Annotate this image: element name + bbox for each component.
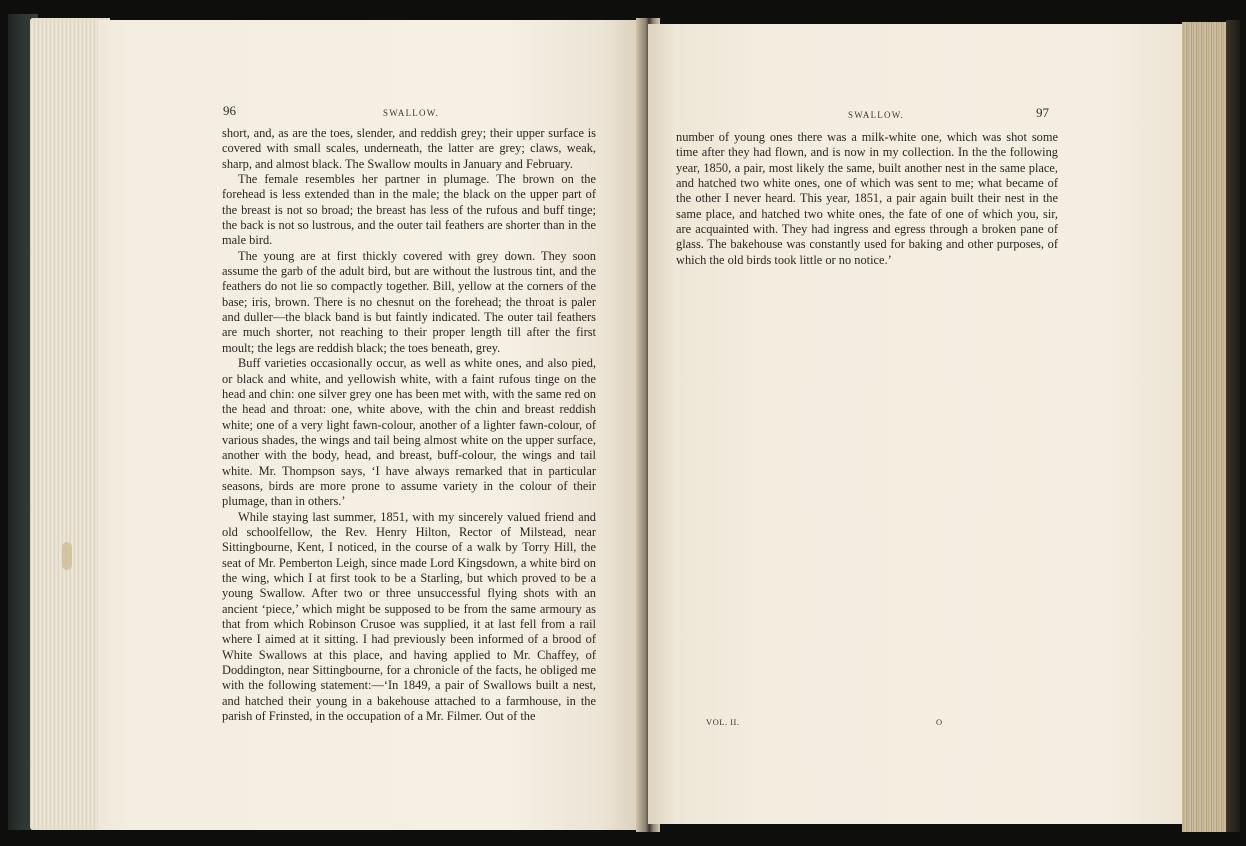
paragraph: The female resembles her partner in plumage. The brown on the forehead is less extended than in the male; the black on the upper part of the breast is not so broad; the breast has less of the rufous and buff tinge; the back is not so lustrous, and the outer tail feathers are shorter than in the male bird. xyxy=(222,172,596,248)
left-page xyxy=(98,20,646,830)
page-number-left: 96 xyxy=(223,103,236,118)
paragraph: Buff varieties occasionally occur, as well as white ones, and also pied, or black and white, and yellowish white, with a faint rufous tinge on the head and chin: one silver grey one has been met with, with the same red on the head and throat: one, white above, with the chin and breast reddish white; one of a very light fawn-colour, another of a lighter fawn-colour, of various shades, the wings and tail being almost white on the upper surface, another with the body, head, and breast, buff-colour, the wings and tail white. Mr. Thompson says, ‘I have always remarked that in particular seasons, birds are more prone to assume variety in the colour of their plumage, than in others.’ xyxy=(222,356,596,509)
left-text-block xyxy=(222,126,596,724)
paragraph: number of young ones there was a milk-white one, which was shot some time after they had flown, and is now in my collection. In the the following year, 1850, a pair, most likely the same, built another nest in the same place, and hatched two white ones, one of which was sent to me; what became of the other I never heard. This year, 1851, a pair again built their nest in the same place, and hatched two white ones, the fate of one of which you, sir, are acquainted with. They had ingress and egress through a broken pane of glass. The bakehouse was constantly used for baking and other purposes, of which the old birds took little or no notice.’ xyxy=(676,130,1058,267)
paragraph: short, and, as are the toes, slender, and reddish grey; their upper surface is covered with small scales, underneath, the latter are grey; claws, weak, sharp, and almost black. The Swallow moults in January and February. xyxy=(222,126,596,171)
right-text-block xyxy=(676,130,1058,268)
paragraph: The young are at first thickly covered with grey down. They soon assume the garb of the adult bird, but are without the lustrous tint, and the feathers do not lie so compactly together. Bill, yellow at the corners of the base; iris, brown. There is no chesnut on the forehead; the throat is paler and duller—the black band is but faintly indicated. The outer tail feathers are much shorter, not reaching to their proper length till after the first moult; the legs are reddish black; the toes beneath, grey. xyxy=(222,248,596,355)
book-cover-right xyxy=(1226,20,1240,832)
page-number-right: 97 xyxy=(1036,105,1049,120)
paragraph: While staying last summer, 1851, with my sincerely valued friend and old schoolfellow, the Rev. Henry Hilton, Rector of Milstead, near Sittingbourne, Kent, I noticed, in the course of a walk by Torry Hill, the seat of Mr. Pemberton Leigh, since made Lord Kingsdown, a white bird on the wing, which I at first took to be a Starling, but which proved to be a young Swallow. After two or three unsuccessful flying shots with an ancient ‘piece,’ which might be supposed to be from the same armoury as that from which Robinson Crusoe was supplied, it at last fell from a rail where I aimed at it sitting. I had previously been informed of a brood of White Swallows at this place, and having applied to Mr. Chaffey, of Doddington, near Sittingbourne, for a chronicle of the facts, he obliged me with the following statement:—‘In 1849, a pair of Swallows built a nest, and hatched their young in a bakehouse attached to a farmhouse, in the parish of Frinsted, in the occupation of a Mr. Filmer. Out of the xyxy=(222,509,596,724)
paper-stain xyxy=(62,542,72,570)
signature-mark: O xyxy=(936,717,943,727)
signature-volume: VOL. II. xyxy=(706,717,740,727)
running-head-right: SWALLOW. xyxy=(848,110,905,120)
page-edges-right xyxy=(1182,22,1230,832)
running-head-left: SWALLOW. xyxy=(383,108,440,118)
right-page xyxy=(648,24,1188,824)
